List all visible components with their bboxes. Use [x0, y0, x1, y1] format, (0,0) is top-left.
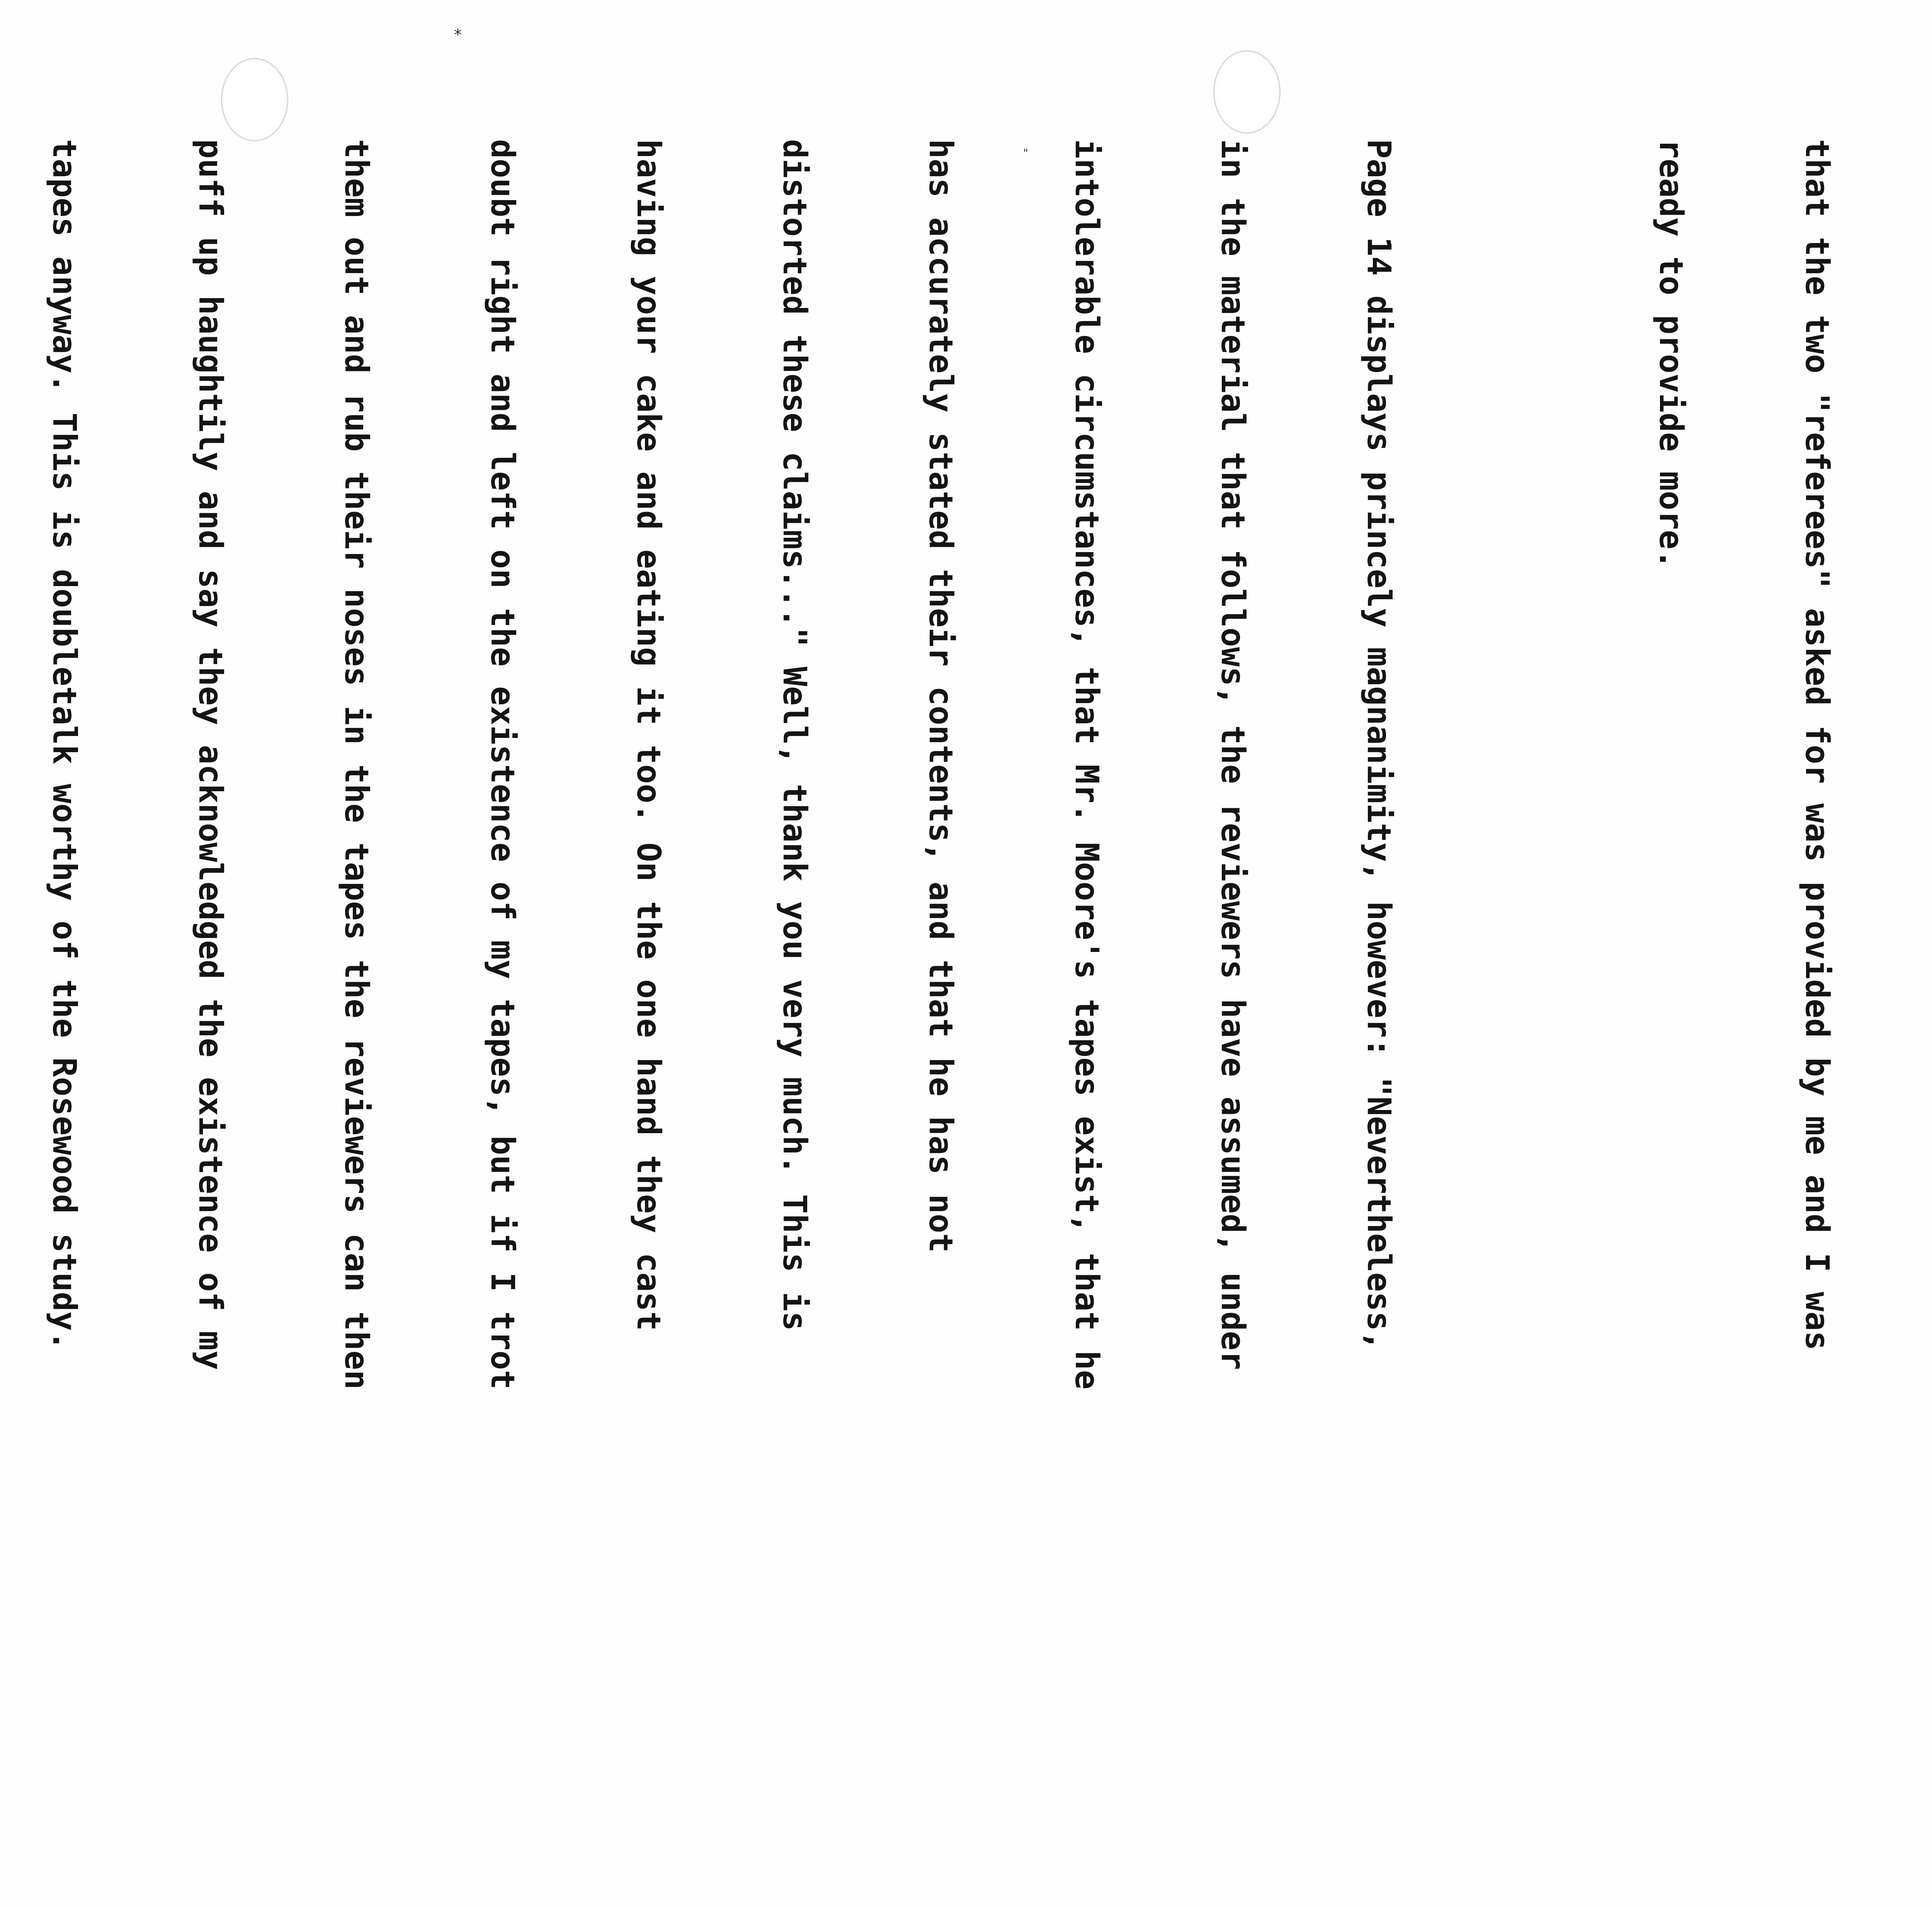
text-line: doubt right and left on the existence of my tapes, but if I trot — [484, 139, 522, 1390]
text-line: Page 14 displays princely magnanimity, however: "Nevertheless, — [1360, 139, 1398, 1351]
text-line: them out and rub their noses in the tapes the reviewers can then — [338, 139, 376, 1390]
punch-hole-left — [221, 58, 288, 141]
text-line: has accurately stated their contents, and that he has not — [922, 139, 960, 1253]
rotated-document-text — [39, 139, 1932, 1878]
paragraph — [1549, 139, 1932, 1878]
text-line: ready to provide more. — [1652, 139, 1690, 569]
text-line: having your cake and eating it too. On the one hand they cast — [630, 139, 668, 1331]
text-line: intolerable circumstances, that Mr. Moore's tapes exist, that he — [1068, 139, 1106, 1390]
stray-mark: " — [1023, 146, 1028, 159]
text-line: that the two "referees" asked for was provided by me and I was — [1798, 139, 1836, 1351]
text-line: puff up haughtily and say they acknowledged the existence of my — [192, 139, 230, 1370]
stray-mark: ⁎ — [454, 21, 462, 39]
text-line: in the material that follows, the reviewers have assumed, under — [1214, 139, 1252, 1370]
punch-hole-middle — [1213, 50, 1281, 134]
text-line: tapes anyway. This is doubletalk worthy of the Rosewood study. — [46, 139, 83, 1351]
text-line: distorted these claims..." Well, thank you very much. This is — [776, 139, 814, 1331]
paragraph — [0, 139, 1501, 1878]
